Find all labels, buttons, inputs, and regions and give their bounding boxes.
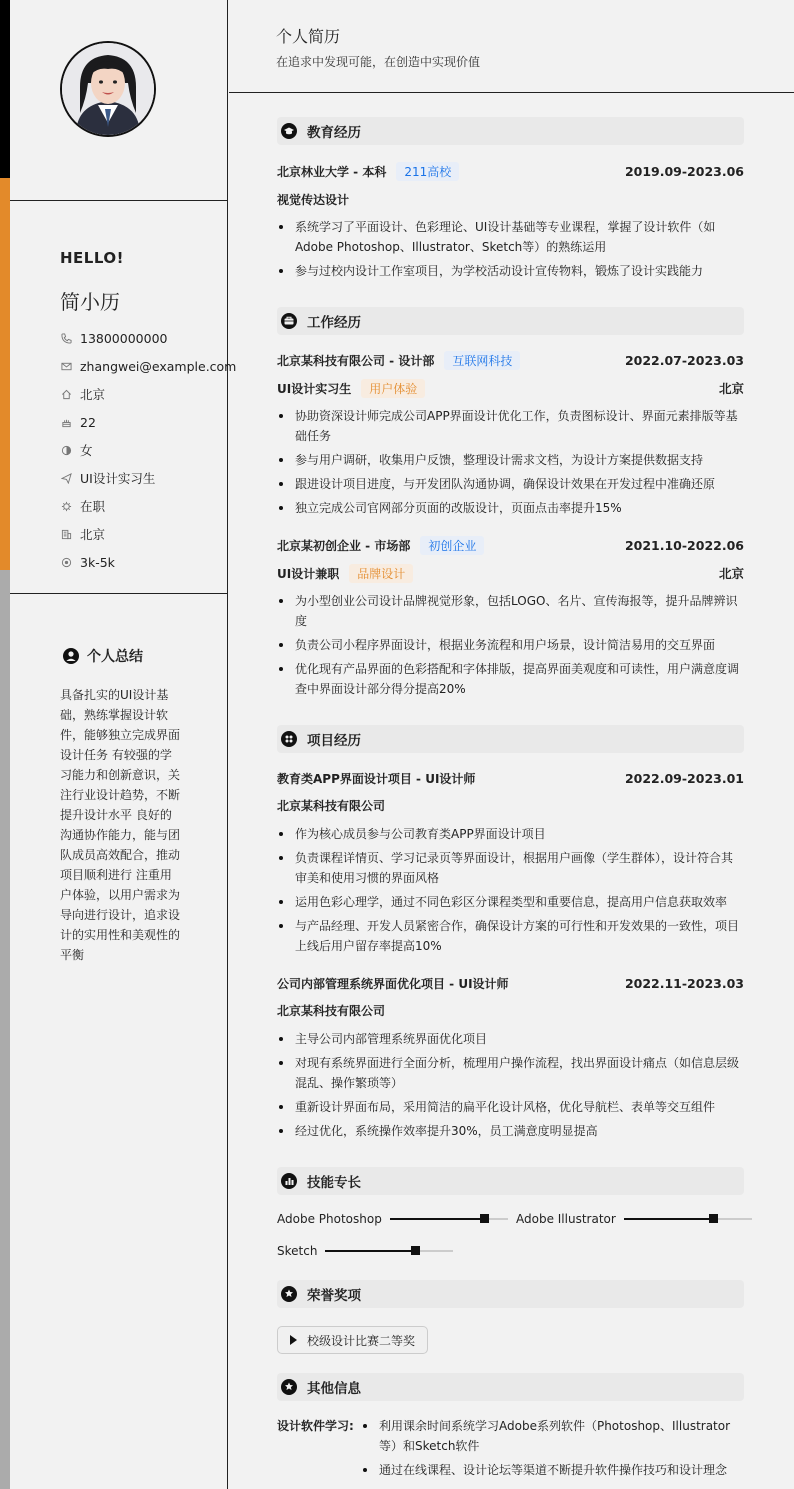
- list-item: 优化现有产品界面的色彩搭配和字体排版，提高界面美观度和可读性，用户满意度调查中界面设计部分得分提高20%: [277, 659, 744, 699]
- project-period: 2022.11-2023.03: [624, 975, 744, 991]
- list-item: 运用色彩心理学，通过不同色彩区分课程类型和重要信息，提高用户信息获取效率: [277, 892, 744, 912]
- contact-city: 北京: [60, 520, 236, 548]
- contact-status: 在职: [60, 492, 236, 520]
- list-item: 系统学习了平面设计、色彩理论、UI设计基础等专业课程，掌握了设计软件（如Adobe Photoshop、Illustrator、Sketch等）的熟练运用: [277, 217, 744, 257]
- job-period: 2022.07-2023.03: [624, 352, 744, 368]
- graduation-cap-icon: [281, 123, 297, 139]
- skill-knob: [411, 1246, 420, 1255]
- status-icon: [60, 500, 72, 512]
- list-item: 作为核心成员参与公司教育类APP界面设计项目: [277, 824, 744, 844]
- skill-name: Sketch: [277, 1244, 318, 1258]
- contact-phone: 13800000000: [60, 324, 236, 352]
- section-other: 其他信息: [277, 1373, 744, 1401]
- job-row: [277, 350, 744, 370]
- job-city: 北京: [718, 566, 744, 581]
- avatar: [60, 41, 156, 137]
- grid-icon: [281, 731, 297, 747]
- section-awards: 荣誉奖项: [277, 1280, 744, 1308]
- contact-email: zhangwei@example.com: [60, 352, 236, 380]
- phone-icon: [60, 332, 72, 344]
- list-item: 经过优化，系统操作效率提升30%，员工满意度明显提高: [277, 1121, 744, 1141]
- skill-bar: [390, 1218, 508, 1220]
- education-period: 2019.09-2023.06: [624, 163, 744, 179]
- list-item: 参与用户调研，收集用户反馈，整理设计需求文档，为设计方案提供数据支持: [277, 450, 744, 470]
- list-item: 负责公司小程序界面设计，根据业务流程和用户场景，设计简洁易用的交互界面: [277, 635, 744, 655]
- page-header: [229, 0, 794, 93]
- contact-list: [60, 324, 236, 576]
- job-role: UI设计兼职: [277, 566, 340, 581]
- list-item: 为小型创业公司设计品牌视觉形象，包括LOGO、名片、宣传海报等，提升品牌辨识度: [277, 591, 744, 631]
- education-major: 视觉传达设计: [277, 193, 350, 207]
- project-period: 2022.09-2023.01: [624, 770, 744, 786]
- other-label: 设计软件学习:: [277, 1419, 354, 1433]
- job-bullets: [277, 591, 744, 703]
- section-projects: 项目经历: [277, 725, 744, 753]
- hello-heading: HELLO!: [60, 249, 124, 267]
- skill-bar: [624, 1218, 752, 1220]
- job-city: 北京: [718, 381, 744, 396]
- info-icon: [281, 1379, 297, 1395]
- list-item: 参与过校内设计工作室项目，为学校活动设计宣传物料，锻炼了设计实践能力: [277, 261, 744, 281]
- award-icon: [281, 1286, 297, 1302]
- job-bullets: [277, 406, 744, 522]
- send-icon: [60, 472, 72, 484]
- job-period: 2021.10-2022.06: [624, 537, 744, 553]
- list-item: 协助资深设计师完成公司APP界面设计优化工作，负责图标设计、界面元素排版等基础任务: [277, 406, 744, 446]
- accent-stripe-bottom: [0, 570, 10, 1489]
- job-role-row: [277, 563, 744, 583]
- gender-icon: [60, 444, 72, 456]
- user-icon: [63, 648, 79, 664]
- project-row: [277, 768, 744, 788]
- role-tag: 品牌设计: [349, 564, 413, 583]
- job-row: [277, 535, 744, 555]
- contact-gender: 女: [60, 436, 236, 464]
- list-item: 重新设计界面布局，采用简洁的扁平化设计风格，优化导航栏、表单等交互组件: [277, 1097, 744, 1117]
- building-icon: [60, 528, 72, 540]
- school-name: 北京林业大学 - 本科: [277, 164, 387, 179]
- list-item: 对现有系统界面进行全面分析，梳理用户操作流程，找出界面设计痛点（如信息层级混乱、操作繁琐等）: [277, 1053, 744, 1093]
- summary-heading: 个人总结: [63, 646, 143, 666]
- briefcase-icon: [281, 313, 297, 329]
- role-tag: 用户体验: [361, 379, 425, 398]
- job-tag: 初创企业: [420, 536, 484, 555]
- job-company: 北京某初创企业 - 市场部: [277, 538, 411, 553]
- accent-stripe-middle: [0, 178, 10, 570]
- section-work: 工作经历: [277, 307, 744, 335]
- contact-position: UI设计实习生: [60, 464, 236, 492]
- list-item: 主导公司内部管理系统界面优化项目: [277, 1029, 744, 1049]
- money-icon: [60, 556, 72, 568]
- job-company: 北京某科技有限公司 - 设计部: [277, 353, 435, 368]
- skill-item: [516, 1212, 752, 1226]
- project-company: 北京某科技有限公司: [277, 1004, 386, 1018]
- section-skills: 技能专长: [277, 1167, 744, 1195]
- accent-stripe-top: [0, 0, 10, 178]
- school-tag: 211高校: [396, 162, 459, 181]
- divider: [10, 593, 228, 594]
- contact-age: 22: [60, 408, 236, 436]
- cake-icon: [60, 416, 72, 428]
- main-content: [229, 0, 794, 1489]
- project-name: 教育类APP界面设计项目 - UI设计师: [277, 771, 476, 786]
- play-icon: [290, 1335, 297, 1345]
- project-row: [277, 973, 744, 993]
- mail-icon: [60, 360, 72, 372]
- job-tag: 互联网科技: [444, 351, 520, 370]
- bar-chart-icon: [281, 1173, 297, 1189]
- skill-knob: [709, 1214, 718, 1223]
- project-company: 北京某科技有限公司: [277, 799, 386, 813]
- project-bullets: [277, 824, 744, 960]
- list-item: 独立完成公司官网部分页面的改版设计，页面点击率提升15%: [277, 498, 744, 518]
- list-item: 负责课程详情页、学习记录页等界面设计，根据用户画像（学生群体），设计符合其审美和使用习惯的界面风格: [277, 848, 744, 888]
- education-row: [277, 161, 744, 181]
- skill-knob: [480, 1214, 489, 1223]
- summary-text: 具备扎实的UI设计基础，熟练掌握设计软件，能够独立完成界面设计任务 有较强的学习能力和创新意识，关注行业设计趋势，不断提升设计水平 良好的沟通协作能力，能与团队成员高效配合，推动项目顺利进行 注重用户体验，以用户需求为导向进行设计，追求设计的实用性和美观性的平衡: [60, 688, 181, 962]
- list-item: 与产品经理、开发人员紧密合作，确保设计方案的可行性和开发效果的一致性，项目上线后用户留存率提高10%: [277, 916, 744, 956]
- contact-salary: 3k-5k: [60, 548, 236, 576]
- page-subtitle: 在追求中发现可能，在创造中实现价值: [276, 55, 481, 69]
- avatar-section: [10, 0, 227, 201]
- other-bullets: [361, 1416, 744, 1484]
- skill-item: [277, 1212, 508, 1226]
- list-item: 通过在线课程、设计论坛等渠道不断提升软件操作技巧和设计理念: [361, 1460, 744, 1480]
- job-role: UI设计实习生: [277, 381, 352, 396]
- home-icon: [60, 388, 72, 400]
- skill-name: Adobe Illustrator: [516, 1212, 616, 1226]
- sidebar: [10, 0, 237, 1489]
- list-item: 利用课余时间系统学习Adobe系列软件（Photoshop、Illustrator等）和Sketch软件: [361, 1416, 744, 1456]
- profile-name: 简小历: [60, 290, 120, 314]
- section-education: 教育经历: [277, 117, 744, 145]
- skill-bar: [325, 1250, 453, 1252]
- project-name: 公司内部管理系统界面优化项目 - UI设计师: [277, 976, 509, 991]
- education-bullets: [277, 217, 744, 285]
- list-item: 跟进设计项目进度，与开发团队沟通协调，确保设计效果在开发过程中准确还原: [277, 474, 744, 494]
- project-bullets: [277, 1029, 744, 1145]
- page-title: 个人简历: [276, 27, 341, 46]
- skill-name: Adobe Photoshop: [277, 1212, 382, 1226]
- skill-item: [277, 1244, 453, 1258]
- job-role-row: [277, 378, 744, 398]
- contact-location: 北京: [60, 380, 236, 408]
- award-item[interactable]: 校级设计比赛二等奖: [277, 1326, 428, 1354]
